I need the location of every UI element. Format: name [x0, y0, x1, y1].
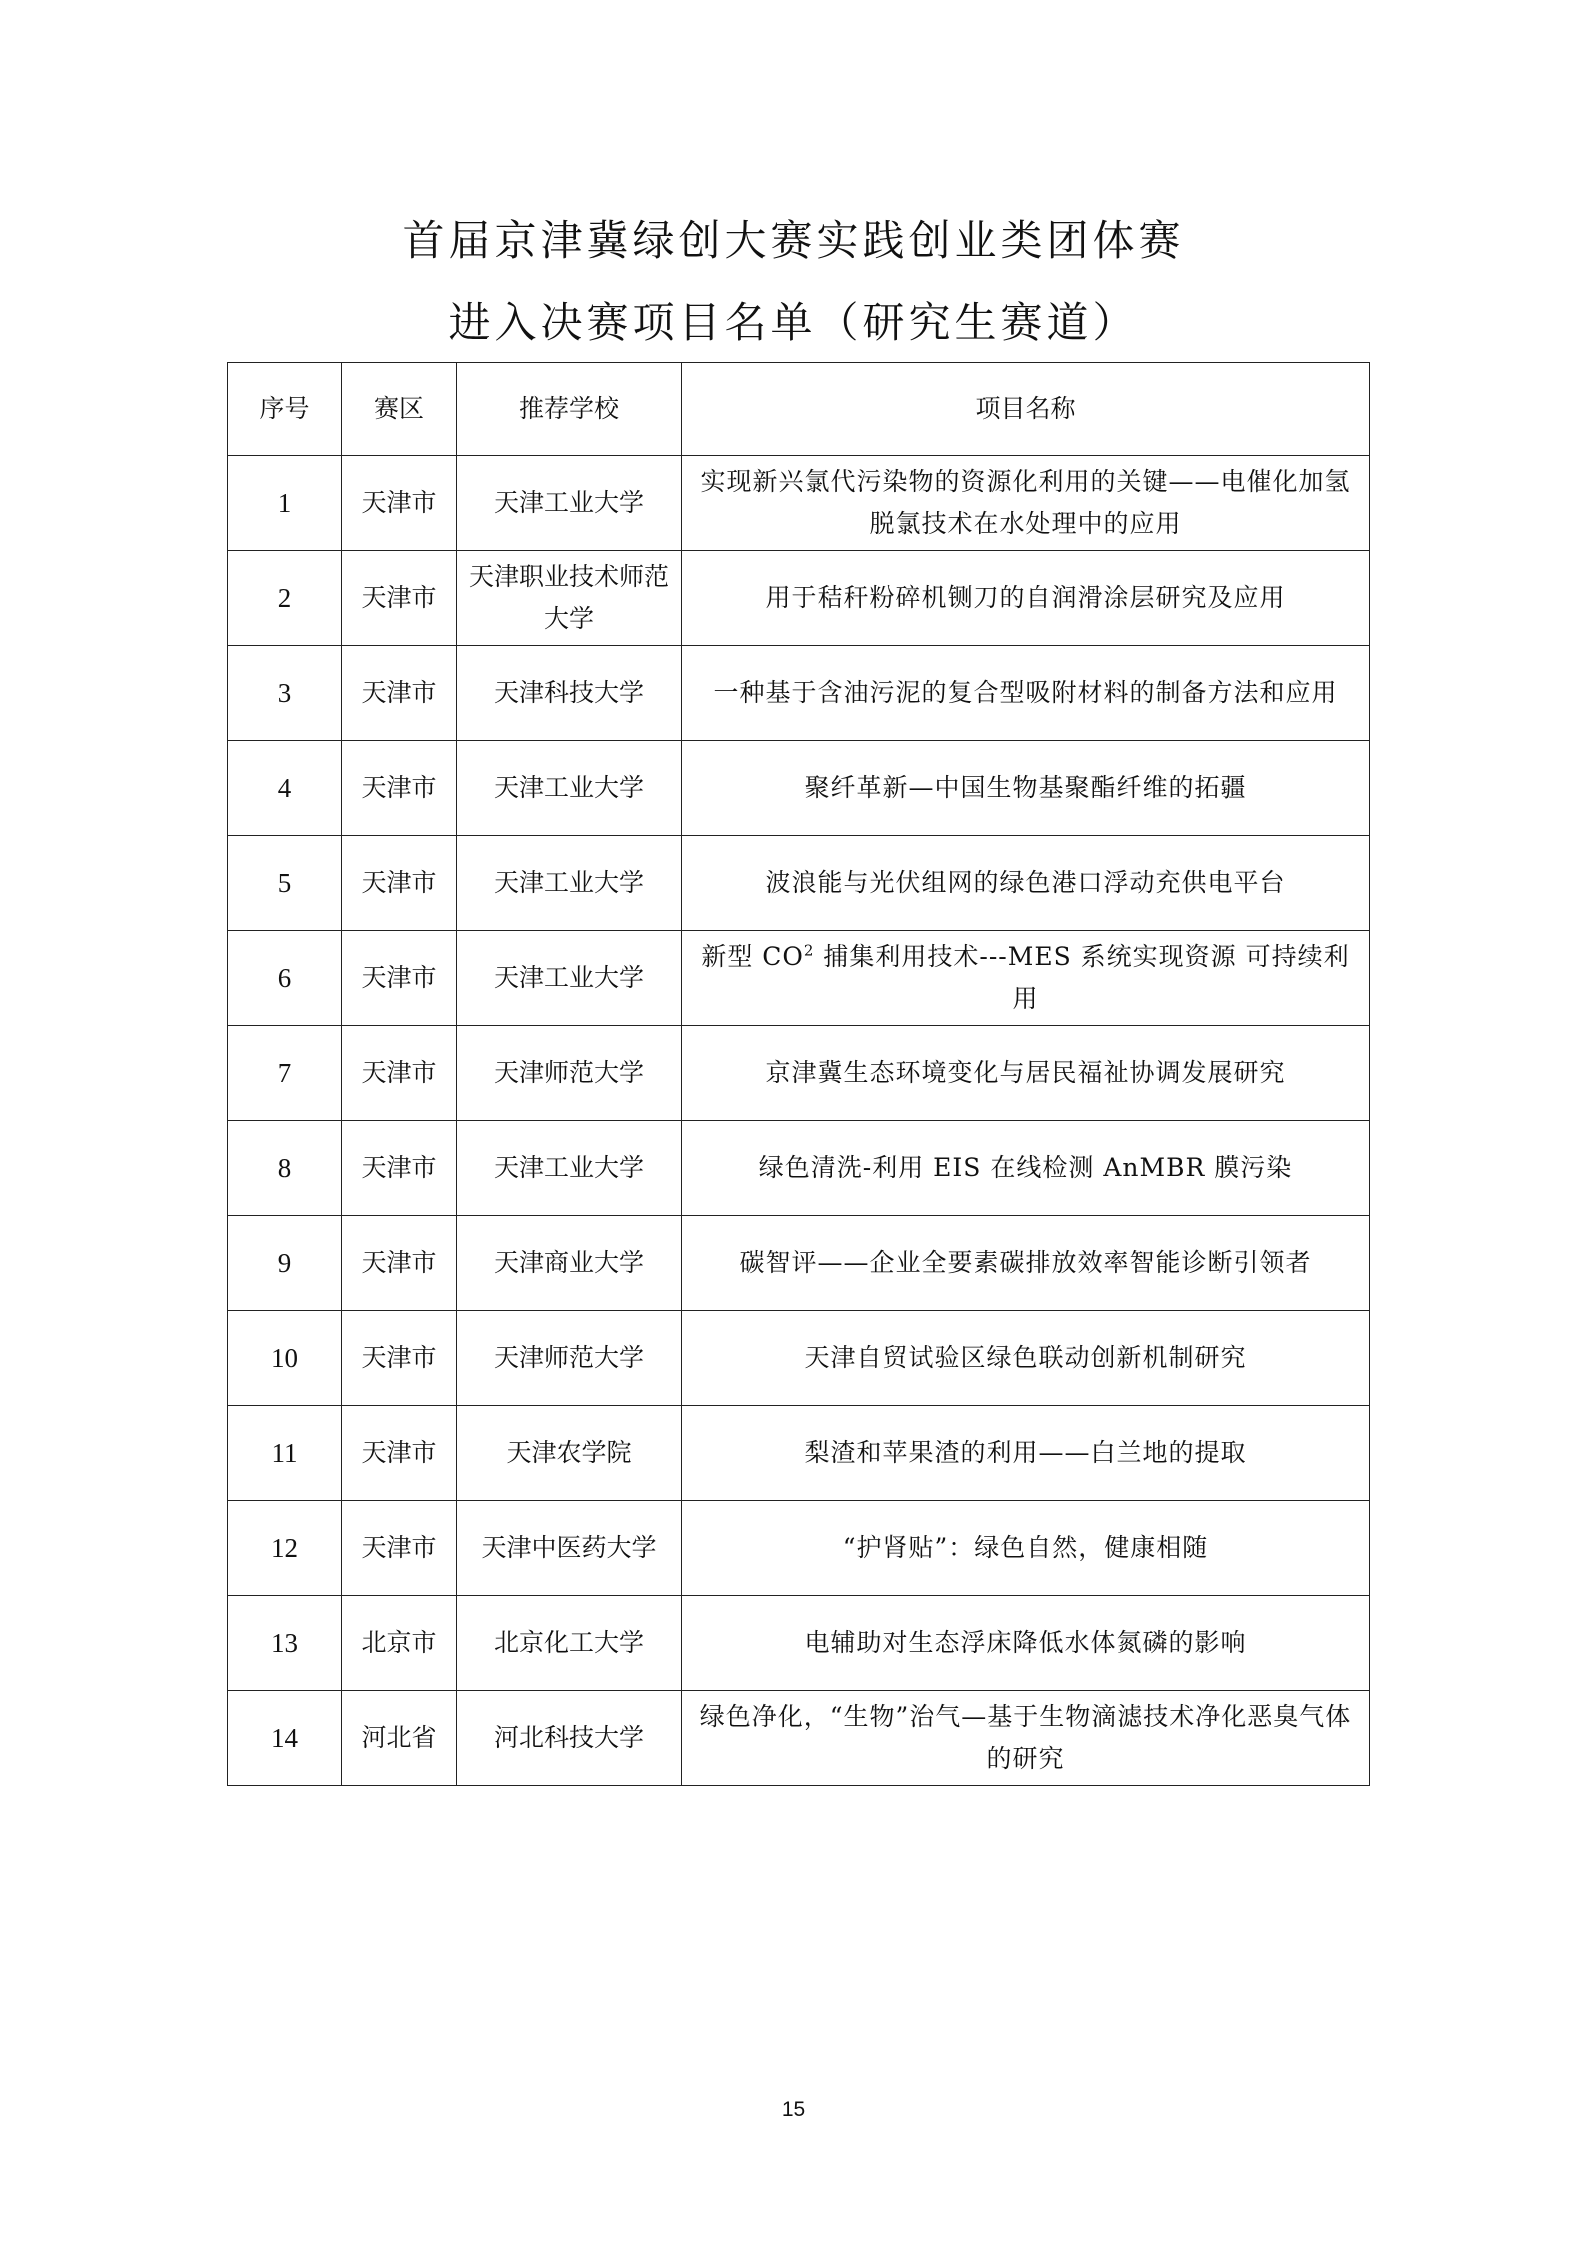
row-project: 聚纤革新—中国生物基聚酯纤维的拓疆 — [682, 741, 1370, 836]
row-number: 4 — [228, 741, 342, 836]
row-number: 12 — [228, 1501, 342, 1596]
row-number: 1 — [228, 456, 342, 551]
row-number: 13 — [228, 1596, 342, 1691]
row-school: 天津职业技术师范大学 — [457, 551, 682, 646]
table-row — [228, 1216, 1370, 1311]
table-row — [228, 931, 1370, 1026]
row-school: 天津工业大学 — [457, 741, 682, 836]
row-region: 天津市 — [342, 1216, 457, 1311]
table-row — [228, 456, 1370, 551]
row-region: 天津市 — [342, 1026, 457, 1121]
row-project: 绿色清洗-利用 EIS 在线检测 AnMBR 膜污染 — [682, 1121, 1370, 1216]
row-school: 天津师范大学 — [457, 1311, 682, 1406]
row-number: 14 — [228, 1691, 342, 1786]
row-region: 天津市 — [342, 836, 457, 931]
row-school: 天津科技大学 — [457, 646, 682, 741]
row-school: 天津工业大学 — [457, 456, 682, 551]
row-region: 天津市 — [342, 1121, 457, 1216]
header-school: 推荐学校 — [457, 363, 682, 456]
table-row — [228, 1121, 1370, 1216]
row-project: 绿色净化，“生物”治气—基于生物滴滤技术净化恶臭气体的研究 — [682, 1691, 1370, 1786]
row-school: 天津工业大学 — [457, 836, 682, 931]
row-school: 北京化工大学 — [457, 1596, 682, 1691]
finalist-table — [227, 362, 1370, 1786]
table-header-row — [228, 363, 1370, 456]
row-project: 实现新兴氯代污染物的资源化利用的关键——电催化加氢脱氯技术在水处理中的应用 — [682, 456, 1370, 551]
row-project — [682, 931, 1370, 1026]
row-school: 河北科技大学 — [457, 1691, 682, 1786]
row-region: 北京市 — [342, 1596, 457, 1691]
row-project: 天津自贸试验区绿色联动创新机制研究 — [682, 1311, 1370, 1406]
table-row — [228, 836, 1370, 931]
table-row — [228, 1596, 1370, 1691]
row-region: 天津市 — [342, 931, 457, 1026]
row-project: 梨渣和苹果渣的利用——白兰地的提取 — [682, 1406, 1370, 1501]
subscript-digit: 2 — [803, 941, 815, 960]
row-region: 河北省 — [342, 1691, 457, 1786]
page-number: 15 — [781, 2098, 806, 2121]
row-region: 天津市 — [342, 1501, 457, 1596]
project-text-part: 新型 CO — [701, 942, 804, 971]
row-number: 8 — [228, 1121, 342, 1216]
table-row — [228, 646, 1370, 741]
row-school: 天津师范大学 — [457, 1026, 682, 1121]
document-title: 首届京津冀绿创大赛实践创业类团体赛 — [402, 216, 1185, 265]
row-number: 10 — [228, 1311, 342, 1406]
row-school: 天津工业大学 — [457, 1121, 682, 1216]
row-region: 天津市 — [342, 741, 457, 836]
row-number: 7 — [228, 1026, 342, 1121]
row-school: 天津农学院 — [457, 1406, 682, 1501]
row-region: 天津市 — [342, 1406, 457, 1501]
row-project: 一种基于含油污泥的复合型吸附材料的制备方法和应用 — [682, 646, 1370, 741]
row-school: 天津工业大学 — [457, 931, 682, 1026]
row-number: 6 — [228, 931, 342, 1026]
table-row — [228, 1311, 1370, 1406]
row-region: 天津市 — [342, 456, 457, 551]
table-row — [228, 551, 1370, 646]
table-row — [228, 1406, 1370, 1501]
row-project: 用于秸秆粉碎机铡刀的自润滑涂层研究及应用 — [682, 551, 1370, 646]
table-row — [228, 1026, 1370, 1121]
row-school: 天津商业大学 — [457, 1216, 682, 1311]
row-number: 3 — [228, 646, 342, 741]
document-subtitle: 进入决赛项目名单（研究生赛道） — [448, 298, 1139, 347]
row-project: 京津冀生态环境变化与居民福祉协调发展研究 — [682, 1026, 1370, 1121]
row-region: 天津市 — [342, 551, 457, 646]
project-text-part: 捕集利用技术---MES 系统实现资源 可持续利用 — [814, 942, 1350, 1013]
row-project: 波浪能与光伏组网的绿色港口浮动充供电平台 — [682, 836, 1370, 931]
row-number: 2 — [228, 551, 342, 646]
row-region: 天津市 — [342, 1311, 457, 1406]
row-number: 5 — [228, 836, 342, 931]
row-number: 9 — [228, 1216, 342, 1311]
header-project: 项目名称 — [682, 363, 1370, 456]
header-region: 赛区 — [342, 363, 457, 456]
header-no: 序号 — [228, 363, 342, 456]
row-number: 11 — [228, 1406, 342, 1501]
row-project: “护肾贴”：绿色自然，健康相随 — [682, 1501, 1370, 1596]
table-row — [228, 1691, 1370, 1786]
row-project: 电辅助对生态浮床降低水体氮磷的影响 — [682, 1596, 1370, 1691]
row-school: 天津中医药大学 — [457, 1501, 682, 1596]
table-row — [228, 741, 1370, 836]
table-row — [228, 1501, 1370, 1596]
row-project: 碳智评——企业全要素碳排放效率智能诊断引领者 — [682, 1216, 1370, 1311]
row-region: 天津市 — [342, 646, 457, 741]
